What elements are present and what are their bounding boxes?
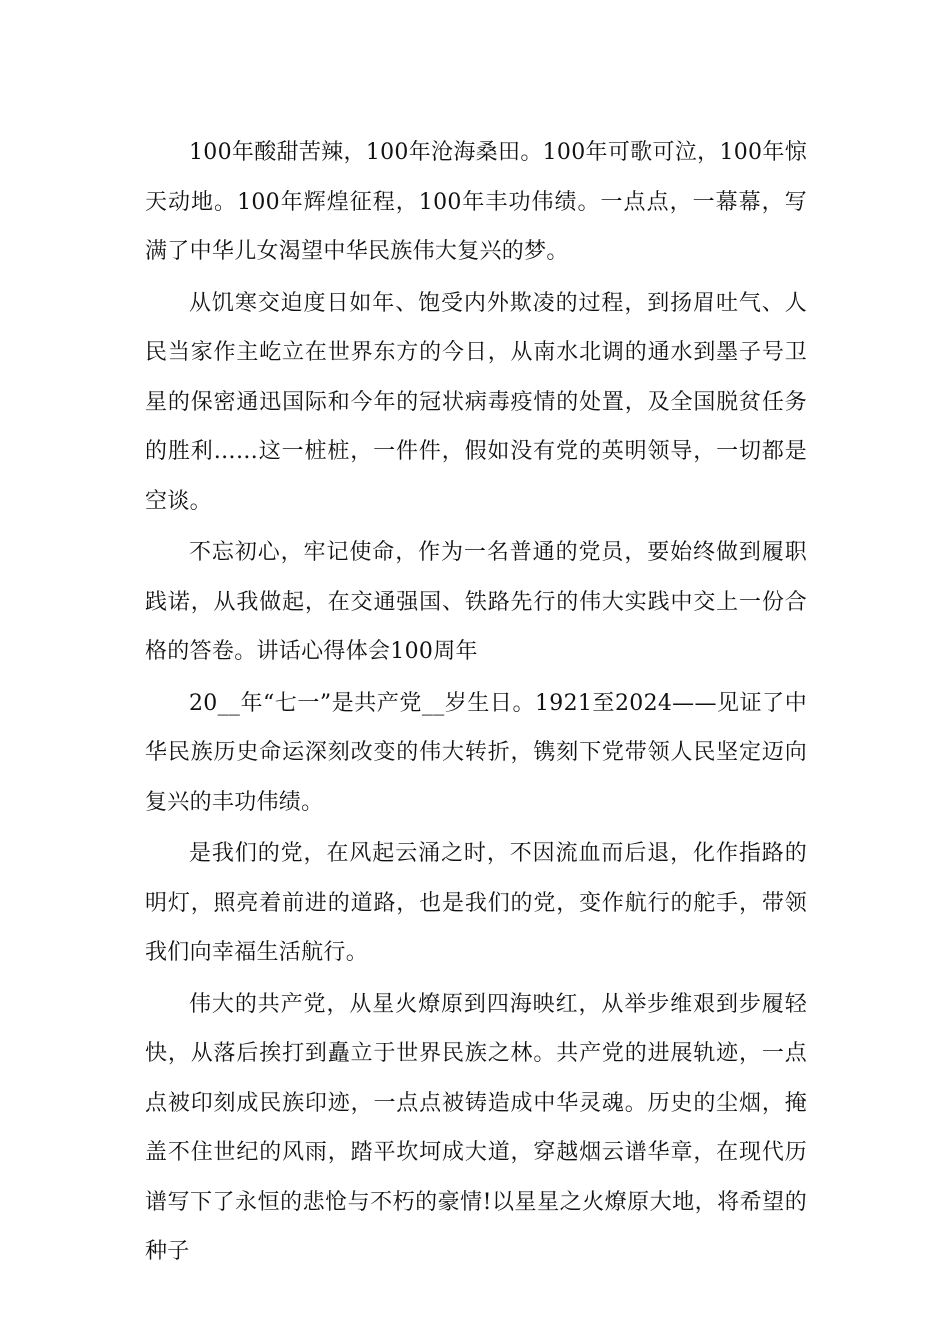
- paragraph-6: 伟大的共产党，从星火燎原到四海映红，从举步维艰到步履轻快，从落后挨打到矗立于世界民族之林。共产党的进展轨迹，一点点被印刻成民族印迹，一点点被铸造成中华灵魂。历史的尘烟，掩盖不住世纪的风雨，踏平坎坷成大道，穿越烟云谱华章，在现代历谱写下了永恒的悲怆与不朽的豪情!以星星之火燎原大地，将希望的种子: [145, 991, 807, 1264]
- paragraph-5: 是我们的党，在风起云涌之时，不因流血而后退，化作指路的明灯，照亮着前进的道路，也是我们的党，变作航行的舵手，带领我们向幸福生活航行。: [145, 841, 807, 965]
- paragraph-2: 从饥寒交迫度日如年、饱受内外欺凌的过程，到扬眉吐气、人民当家作主屹立在世界东方的今日，从南水北调的通水到墨子号卫星的保密通迅国际和今年的冠状病毒疫情的处置，及全国脱贫任务的胜利……这一桩桩，一件件，假如没有党的英明领导，一切都是空谈。: [145, 290, 807, 514]
- document-body: [145, 128, 807, 1279]
- paragraph-1: 100年酸甜苦辣，100年沧海桑田。100年可歌可泣，100年惊天动地。100年辉煌征程，100年丰功伟绩。一点点，一幕幕，写满了中华儿女渴望中华民族伟大复兴的梦。: [145, 140, 807, 264]
- paragraph-4: 20__年“七一”是共产党__岁生日。1921至2024——见证了中华民族历史命运深刻改变的伟大转折，镌刻下党带领人民坚定迈向复兴的丰功伟绩。: [145, 690, 807, 815]
- paragraph-3: 不忘初心，牢记使命，作为一名普通的党员，要始终做到履职践诺，从我做起，在交通强国、铁路先行的伟大实践中交上一份合格的答卷。讲话心得体会100周年: [145, 540, 807, 664]
